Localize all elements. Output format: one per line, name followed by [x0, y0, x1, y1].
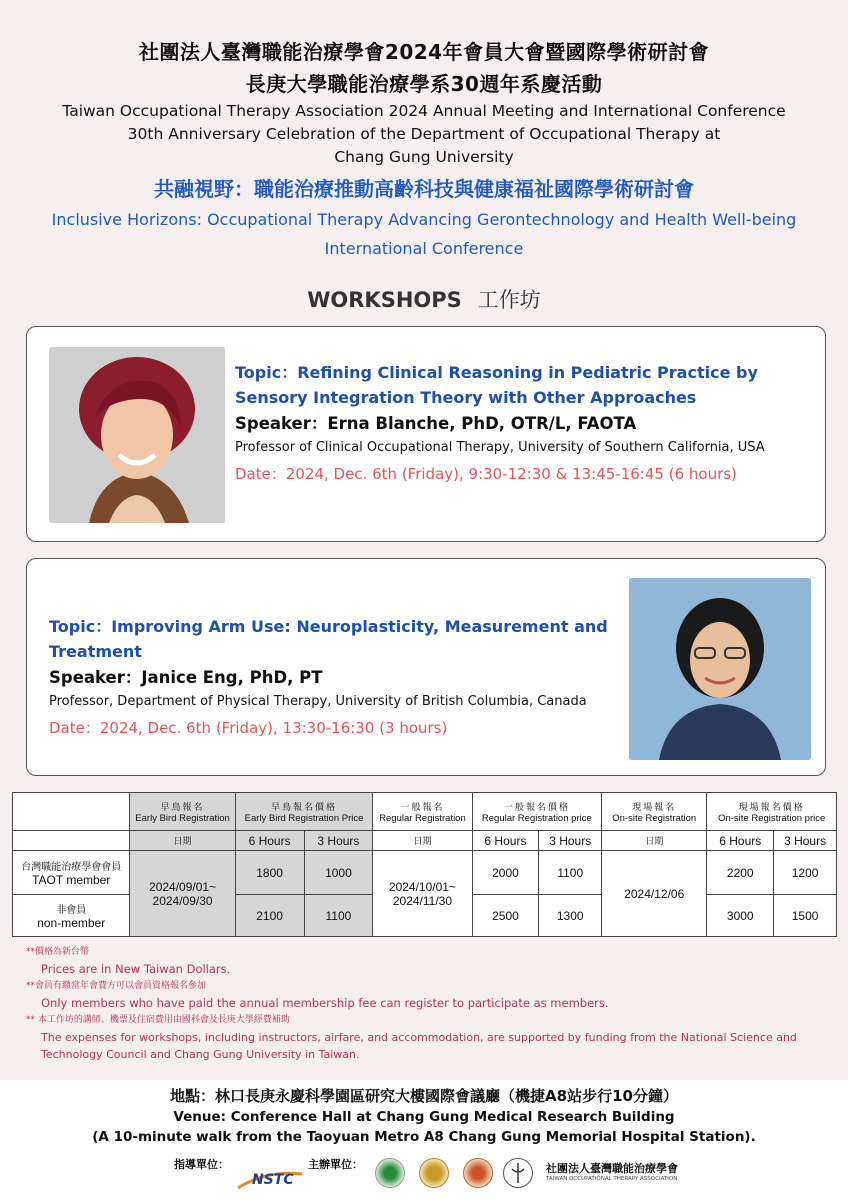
- workshop-1-date: Date：2024, Dec. 6th (Friday), 9:30-12:30 & 13:45-16:45 (6 hours): [235, 465, 737, 483]
- onsite-price-header: 現場報名價格 On-site Registration price: [707, 793, 837, 831]
- title-en-line1: Taiwan Occupational Therapy Association 2024 Annual Meeting and International Conference: [62, 102, 786, 120]
- title-zh-line1: 社團法人臺灣職能治療學會2024年會員大會暨國際學術研討會: [138, 40, 710, 64]
- early-date-label: 日期: [130, 831, 235, 851]
- theme-en-line1: Inclusive Horizons: Occupational Therapy Advancing Gerontechnology and Health Well-being: [51, 210, 797, 229]
- venue-en-line1: Venue: Conference Hall at Chang Gung Medical Research Building: [173, 1109, 675, 1125]
- workshop-2-speaker: Speaker：Janice Eng, PhD, PT: [49, 668, 323, 687]
- note-3-zh: ** 本工作坊的講師、機票及住宿費用由國科會及長庚大學經費補助: [26, 1015, 290, 1025]
- guide-label: 指導單位：: [174, 1158, 229, 1171]
- event-header: [0, 36, 848, 263]
- cgu-logo-icon: [375, 1158, 405, 1188]
- onsite-header: 現場報名 On-site Registration: [602, 793, 707, 831]
- nonmember-early-3h: 1100: [304, 895, 373, 937]
- member-regular-3h: 1100: [539, 851, 602, 895]
- early-header: 早鳥報名 Early Bird Registration: [130, 793, 235, 831]
- early-price-header: 早鳥報名價格 Early Bird Registration Price: [235, 793, 373, 831]
- member-early-6h: 1800: [235, 851, 304, 895]
- speaker-photo-erna-blanche: [49, 347, 225, 523]
- workshop-1-affiliation: Professor of Clinical Occupational Therapy, University of Southern California, USA: [235, 440, 765, 455]
- workshop-1-topic-line1: Topic：Refining Clinical Reasoning in Pediatric Practice by: [235, 363, 758, 382]
- nonmember-onsite-6h: 3000: [707, 895, 774, 937]
- member-onsite-6h: 2200: [707, 851, 774, 895]
- nonmember-regular-6h: 2500: [472, 895, 539, 937]
- host-label: 主辦單位：: [308, 1158, 363, 1171]
- early-3h-label: 3 Hours: [304, 831, 373, 851]
- onsite-6h-label: 6 Hours: [707, 831, 774, 851]
- anniversary-logo-icon: [463, 1158, 493, 1188]
- regular-price-header: 一般報名價格 Regular Registration price: [472, 793, 602, 831]
- early-dates: 2024/09/01~ 2024/09/30: [130, 851, 235, 937]
- regular-dates: 2024/10/01~ 2024/11/30: [373, 851, 472, 937]
- section-title-zh: 工作坊: [477, 288, 541, 312]
- member-regular-6h: 2000: [472, 851, 539, 895]
- note-3-en-line2: Technology Council and Chang Gung University in Taiwan.: [41, 1048, 360, 1061]
- department-logo-icon: [419, 1158, 449, 1188]
- workshop-1-info: [235, 360, 815, 489]
- member-onsite-3h: 1200: [774, 851, 837, 895]
- nonmember-onsite-3h: 1500: [774, 895, 837, 937]
- early-6h-label: 6 Hours: [235, 831, 304, 851]
- note-1-en: Prices are in New Taiwan Dollars.: [41, 962, 231, 976]
- onsite-date: 2024/12/06: [602, 851, 707, 937]
- taota-emblem-icon: [503, 1158, 533, 1188]
- member-label: 台灣職能治療學會會員 TAOT member: [13, 851, 130, 895]
- theme-zh: 共融視野：職能治療推動高齡科技與健康福祉國際學術研討會: [154, 177, 694, 201]
- nonmember-label: 非會員 non-member: [13, 895, 130, 937]
- venue-zh: 地點：林口長庚永慶科學園區研究大樓國際會議廳（機捷A8站步行10分鐘）: [170, 1087, 678, 1105]
- title-zh-line2: 長庚大學職能治療學系30週年系慶活動: [245, 72, 603, 96]
- regular-date-label: 日期: [373, 831, 472, 851]
- workshop-2-date: Date：2024, Dec. 6th (Friday), 13:30-16:30 (3 hours): [49, 719, 448, 737]
- onsite-3h-label: 3 Hours: [774, 831, 837, 851]
- section-title: [0, 284, 848, 314]
- registration-table: [12, 792, 837, 937]
- workshop-2-topic-line1: Topic：Improving Arm Use: Neuroplasticity, Measurement and: [49, 617, 608, 636]
- workshop-2-topic-line2: Treatment: [49, 642, 142, 661]
- workshop-2-info: [49, 614, 629, 743]
- nonmember-early-6h: 2100: [235, 895, 304, 937]
- organizer-row: [0, 1154, 848, 1194]
- nonmember-regular-3h: 1300: [539, 895, 602, 937]
- nstc-logo: NSTC: [236, 1168, 278, 1184]
- regular-header: 一般報名 Regular Registration: [373, 793, 472, 831]
- note-1-zh: **價格為新台幣: [26, 947, 90, 957]
- regular-6h-label: 6 Hours: [472, 831, 539, 851]
- taota-name: 社團法人臺灣職能治療學會 TAIWAN OCCUPATIONAL THERAPY ASSOCIATION: [546, 1162, 678, 1182]
- notes: [26, 944, 826, 1063]
- note-2-zh: **會員有繳當年會費方可以會員資格報名參加: [26, 981, 207, 991]
- venue-en-line2: (A 10-minute walk from the Taoyuan Metro A8 Chang Gung Memorial Hospital Station).: [92, 1129, 756, 1145]
- workshop-1-topic-line2: Sensory Integration Theory with Other Approaches: [235, 388, 697, 407]
- note-3-en-line1: The expenses for workshops, including instructors, airfare, and accommodation, are supported by funding from the National Science and: [41, 1031, 797, 1044]
- section-title-en: WORKSHOPS: [307, 288, 462, 312]
- table-corner: [13, 793, 130, 831]
- workshop-card-2: [26, 558, 826, 776]
- note-2-en: Only members who have paid the annual membership fee can register to participate as members.: [41, 996, 609, 1010]
- table-row: [13, 851, 837, 895]
- workshop-1-speaker: Speaker：Erna Blanche, PhD, OTR/L, FAOTA: [235, 414, 637, 433]
- footer: [0, 1080, 848, 1200]
- title-en-line2: 30th Anniversary Celebration of the Department of Occupational Therapy at: [127, 125, 721, 143]
- workshop-2-affiliation: Professor, Department of Physical Therapy, University of British Columbia, Canada: [49, 694, 587, 709]
- onsite-date-label: 日期: [602, 831, 707, 851]
- title-en-line3: Chang Gung University: [334, 148, 514, 166]
- member-early-3h: 1000: [304, 851, 373, 895]
- speaker-photo-janice-eng: [629, 578, 811, 760]
- workshop-card-1: [26, 326, 826, 542]
- theme-en-line2: International Conference: [324, 239, 524, 258]
- regular-3h-label: 3 Hours: [539, 831, 602, 851]
